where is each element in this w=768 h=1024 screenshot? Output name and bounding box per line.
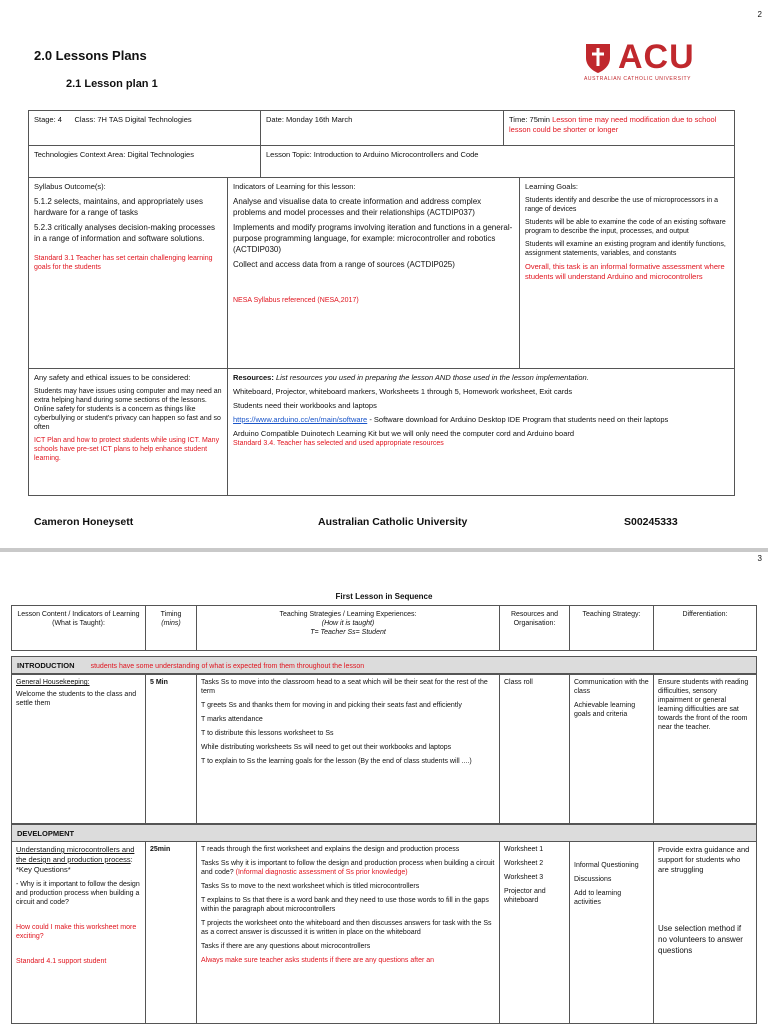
arduino-software-link[interactable]: https://www.arduino.cc/en/main/software xyxy=(233,415,368,424)
intro-teaching-cell xyxy=(569,674,654,824)
header-strategies xyxy=(196,605,500,651)
intro-step-3: T marks attendance xyxy=(201,716,263,723)
development-band xyxy=(11,824,757,842)
dev-content-key: : *Key Questions* xyxy=(16,855,133,874)
intro-resources: Class roll xyxy=(504,679,533,686)
intro-content-title: General Housekeeping: xyxy=(16,679,90,686)
stage-class-cell xyxy=(28,110,261,146)
dev-diff-2: Use selection method if no volunteers to answer questions xyxy=(658,924,743,955)
introduction-label: INTRODUCTION xyxy=(17,661,75,670)
dev-timing-cell xyxy=(145,842,197,1024)
resources-intro: List resources you used in preparing the lesson AND those used in the lesson implementation. xyxy=(275,373,589,382)
header-timing-label: Timing xyxy=(160,611,182,618)
intro-step-5: While distributing worksheets Ss will need to get out their workbooks and laptops xyxy=(201,744,452,751)
dev-strategies-cell xyxy=(196,842,500,1024)
intro-step-1: Tasks Ss to move into the classroom head to a seat which will be their seat for the rest of the term xyxy=(201,679,488,695)
intro-content-text: Welcome the students to the class and settle them xyxy=(16,691,137,707)
dev-content-title: Understanding microcontrollers and the design and production process xyxy=(16,845,135,864)
logo-subtext: AUSTRALIAN CATHOLIC UNIVERSITY xyxy=(584,76,692,82)
intro-strategies-cell xyxy=(196,674,500,824)
intro-differentiation-cell xyxy=(653,674,757,824)
dev-step-2: Tasks Ss why it is important to follow the design and production process when building a circuit and code? xyxy=(201,860,495,876)
header-strategies-legend: T= Teacher Ss= Student xyxy=(310,629,386,636)
goal-1: Students identify and describe the use of microprocessors in a range of devices xyxy=(525,197,718,213)
time-note: Lesson time may need modification due to school lesson could be shorter or longer xyxy=(509,115,717,134)
dev-step-3: Tasks Ss to move to the next worksheet which is titled microcontrollers xyxy=(201,883,420,890)
time-label: Time: 75min xyxy=(509,115,550,124)
resources-cell xyxy=(227,368,735,496)
header-teaching-label: Teaching Strategy: xyxy=(582,611,641,618)
resources-label: Resources: xyxy=(233,373,274,382)
indicator-1: Analyse and visualise data to create information and address complex problems and model processes and their relationships (ACTDIP037) xyxy=(233,197,482,217)
subsection-title: 2.1 Lesson plan 1 xyxy=(66,78,158,90)
dev-step-5: T projects the worksheet onto the whiteboard and then discusses answers for task with the Ss as a correct answer is discussed it is written in place on the whiteboard xyxy=(201,920,492,936)
indicator-2: Implements and modify programs involving iteration and functions in a general-purpose programming language, for example: microcontroller and robotics (ACTDIP030) xyxy=(233,223,513,254)
time-cell xyxy=(503,110,735,146)
intro-strategy-1: Communication with the class xyxy=(574,679,649,695)
acu-shield-icon xyxy=(584,42,612,74)
nesa-note: NESA Syllabus referenced (NESA,2017) xyxy=(233,297,359,304)
safety-note: ICT Plan and how to protect students while using ICT. Many schools have pre-set ICT plans to help enhance student learning. xyxy=(34,437,220,462)
safety-text: Students may have issues using computer and may need an extra helping hand during some sections of the lessons. Online safety for students is a concern as things like cyberbullying or student's privacy can happen so fast and so often xyxy=(34,388,222,431)
dev-step-2-note: (Informal diagnostic assessment of Ss prior knowledge) xyxy=(235,869,408,876)
date-cell xyxy=(260,110,504,146)
resources-standard-note: Standard 3.4. Teacher has selected and used appropriate resources xyxy=(233,440,444,447)
dev-resources-cell xyxy=(499,842,570,1024)
header-strategies-sub: (How it is taught) xyxy=(321,620,375,627)
introduction-band xyxy=(11,656,757,674)
dev-resource-2: Worksheet 2 xyxy=(504,860,544,867)
dev-step-4: T explains to Ss that there is a word bank and they need to use those words to fill in the gaps within the paragraph about microcontrollers xyxy=(201,897,489,913)
indicators-heading: Indicators of Learning for this lesson: xyxy=(233,182,356,191)
header-timing-sub: (mins) xyxy=(161,620,181,627)
topic-cell xyxy=(260,145,735,178)
student-id: S00245333 xyxy=(624,516,678,528)
dev-teaching-cell xyxy=(569,842,654,1024)
logo-text: ACU xyxy=(618,38,695,76)
document-page-3 xyxy=(0,552,768,1024)
date-label: Date: Monday 16th March xyxy=(266,115,353,124)
stage-label: Stage: 4 xyxy=(34,115,62,124)
resource-2: Students need their workbooks and laptops xyxy=(233,401,377,410)
syllabus-outcomes-cell xyxy=(28,177,228,369)
dev-resource-3: Worksheet 3 xyxy=(504,874,544,881)
dev-step-1: T reads through the first worksheet and explains the design and production process xyxy=(201,846,460,853)
outcome-1: 5.1.2 selects, maintains, and appropriately uses hardware for a range of tasks xyxy=(34,197,203,217)
author-name: Cameron Honeysett xyxy=(34,516,134,528)
dev-strategy-1: Informal Questioning xyxy=(574,862,639,869)
goal-3: Students will examine an existing program and identify functions, assignment statements, variables, and constants xyxy=(525,241,726,257)
introduction-note: students have some understanding of what is expected from them throughout the lesson xyxy=(90,663,365,670)
indicator-3: Collect and access data from a range of sources (ACTDIP025) xyxy=(233,260,455,269)
sequence-title: First Lesson in Sequence xyxy=(335,592,433,601)
header-timing xyxy=(145,605,197,651)
outcomes-heading: Syllabus Outcome(s): xyxy=(34,182,106,191)
safety-cell xyxy=(28,368,228,496)
dev-content-cell xyxy=(11,842,146,1024)
acu-logo xyxy=(584,38,724,82)
dev-strategy-3: Add to learning activities xyxy=(574,890,622,906)
header-strategies-label: Teaching Strategies / Learning Experiences: xyxy=(279,611,417,618)
header-differentiation xyxy=(653,605,757,651)
intro-step-4: T to distribute this lessons worksheet to Ss xyxy=(201,730,334,737)
dev-resource-4: Projector and whiteboard xyxy=(504,888,546,904)
goal-2: Students will be able to examine the code of an existing software program to describe the input, processes, and output xyxy=(525,219,726,235)
intro-timing: 5 Min xyxy=(150,679,168,686)
learning-goals-cell xyxy=(519,177,735,369)
development-label: DEVELOPMENT xyxy=(17,829,75,838)
page-number: 3 xyxy=(757,554,762,563)
dev-content-note: How could I make this worksheet more exciting? xyxy=(16,924,137,940)
goals-heading: Learning Goals: xyxy=(525,182,578,191)
outcome-standard-note: Standard 3.1 Teacher has set certain challenging learning goals for the students xyxy=(34,255,213,271)
goal-note: Overall, this task is an informal formative assessment where students will understand Arduino and microcontrollers xyxy=(525,262,725,281)
intro-strategy-2: Achievable learning goals and criteria xyxy=(574,702,636,718)
resource-4: Arduino Compatible Duinotech Learning Kit but we will only need the computer cord and Arduino board xyxy=(233,429,575,438)
outcome-2: 5.2.3 critically analyses decision-making processes in a range of information and software solutions. xyxy=(34,223,215,243)
header-resources xyxy=(499,605,570,651)
intro-differentiation: Ensure students with reading difficulties, sensory impairment or general learning difficulties are sat towards the front of the room near the teacher. xyxy=(658,679,749,731)
dev-step-note: Always make sure teacher asks students if there are any questions after an xyxy=(201,957,435,964)
university-name: Australian Catholic University xyxy=(318,516,468,528)
dev-diff-1: Provide extra guidance and support for students who are struggling xyxy=(658,845,750,874)
context-area: Technologies Context Area: Digital Technologies xyxy=(34,150,194,159)
intro-timing-cell xyxy=(145,674,197,824)
indicators-cell xyxy=(227,177,520,369)
intro-resources-cell xyxy=(499,674,570,824)
dev-differentiation-cell xyxy=(653,842,757,1024)
resource-3-text: - Software download for Arduino Desktop IDE Program that students need on their laptops xyxy=(367,415,669,424)
dev-step-6: Tasks if there are any questions about microcontrollers xyxy=(201,943,371,950)
header-differentiation-label: Differentiation: xyxy=(682,611,728,618)
dev-resource-1: Worksheet 1 xyxy=(504,846,544,853)
header-content-label: Lesson Content / Indicators of Learning (What is Taught): xyxy=(17,611,140,627)
dev-strategy-2: Discussions xyxy=(574,876,612,883)
section-title: 2.0 Lessons Plans xyxy=(34,48,147,63)
resource-1: Whiteboard, Projector, whiteboard markers, Worksheets 1 through 5, Homework worksheet, Exit cards xyxy=(233,387,573,396)
context-cell xyxy=(28,145,261,178)
page-number: 2 xyxy=(757,10,762,19)
header-teaching-strategy xyxy=(569,605,654,651)
intro-step-2: T greets Ss and thanks them for moving in and picking their seats fast and efficiently xyxy=(201,702,462,709)
lesson-topic: Lesson Topic: Introduction to Arduino Microcontrollers and Code xyxy=(266,150,479,159)
safety-heading: Any safety and ethical issues to be considered: xyxy=(34,373,191,382)
dev-content-question: - Why is it important to follow the design and production process when building a circuit and code? xyxy=(16,881,140,906)
dev-timing: 25min xyxy=(150,846,171,853)
header-resources-label: Resources and Organisation: xyxy=(510,611,559,627)
class-label: Class: 7H TAS Digital Technologies xyxy=(74,115,192,124)
header-content xyxy=(11,605,146,651)
intro-step-6: T to explain to Ss the learning goals for the lesson (By the end of class students will ....) xyxy=(201,758,472,765)
dev-content-standard: Standard 4.1 support student xyxy=(16,958,107,965)
intro-content-cell xyxy=(11,674,146,824)
